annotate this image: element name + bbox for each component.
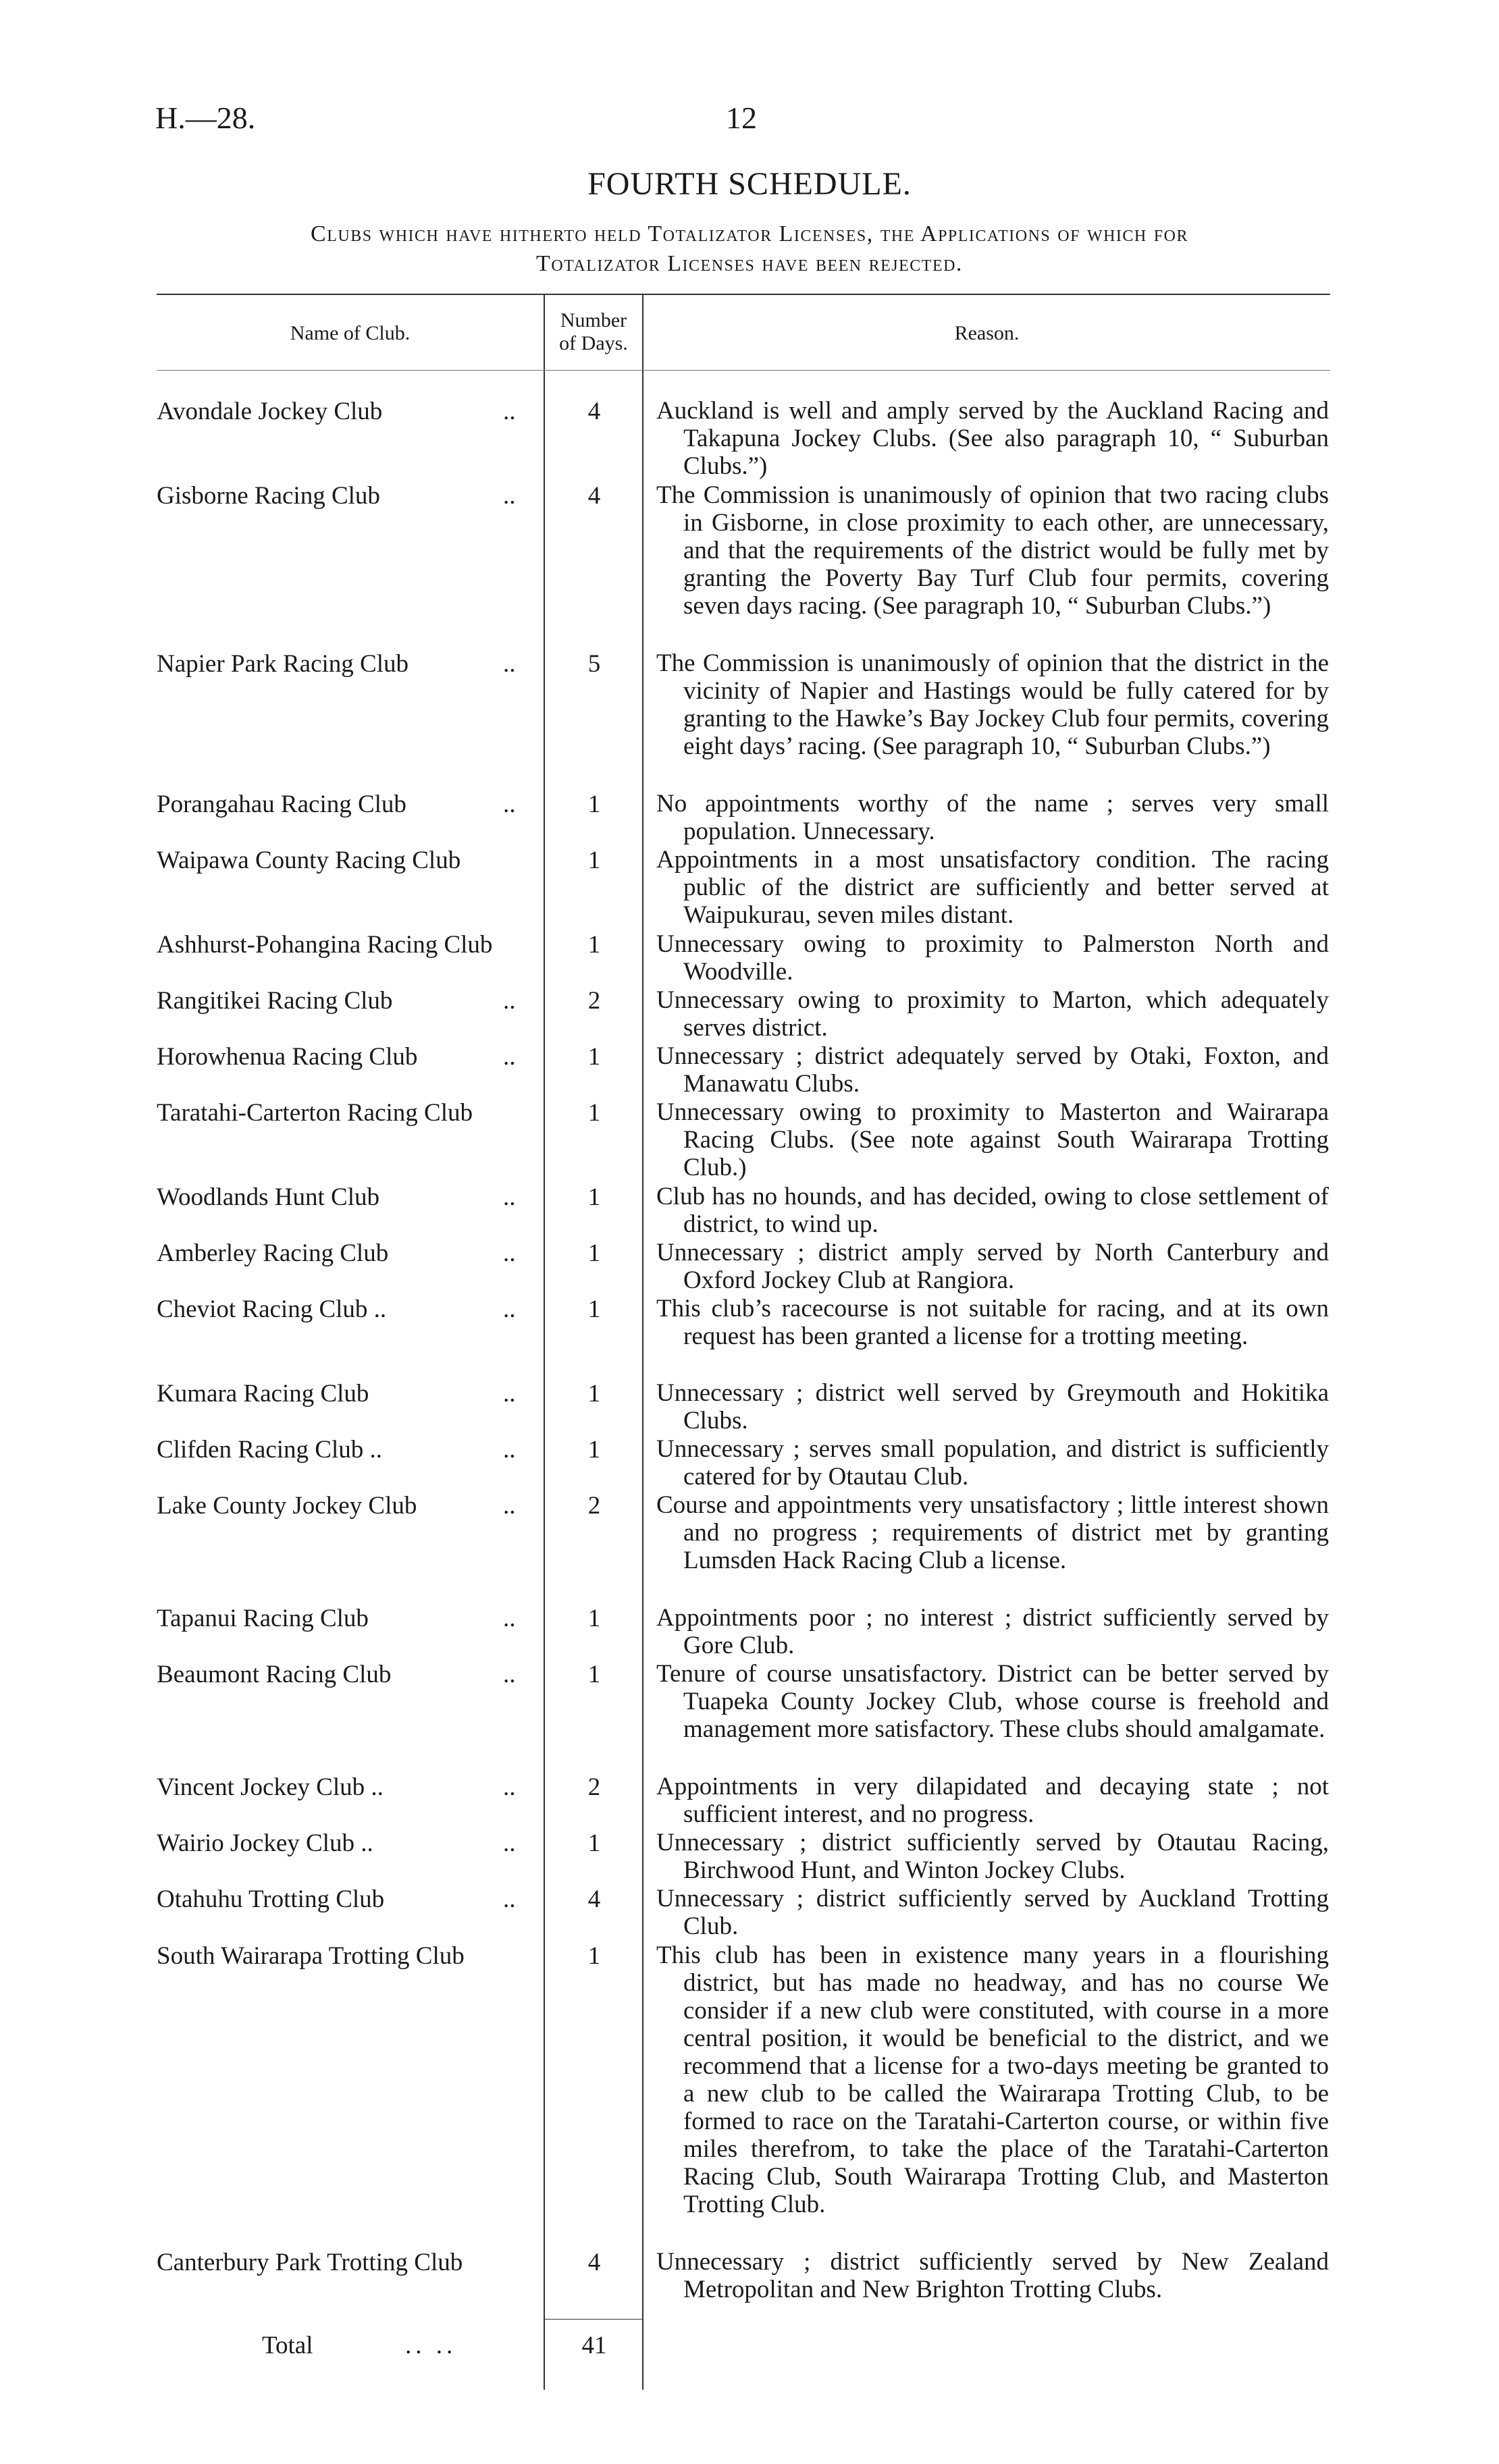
column-header-reason: Reason. [954,322,1020,344]
reason-text: Unnecessary ; district amply served by North Canterbury and Oxford Jockey Club at Rangiora. [656,1239,1329,1294]
subtitle-line-1: Clubs which have hitherto held Totalizator Licenses, the Applications of which for [311,221,1188,246]
number-of-days: 2 [587,987,601,1015]
schedule-subtitle [176,219,1323,279]
club-name: Horowhenua Racing Club [157,1043,418,1071]
reason-text: The Commission is unanimously of opinion that two racing clubs in Gisborne, in close proximity to each other, are unnecessary, and that the requirements of the district would be fully met by granting the Poverty Bay Turf Club four permits, covering seven days racing. (See paragraph 10, “ Suburban Clubs.”) [656,481,1329,620]
column-header-name: Name of Club. [290,322,411,344]
leader-dots: .. [503,1239,516,1267]
number-of-days: 1 [587,1942,601,1970]
number-of-days: 1 [587,1605,601,1632]
leader-dots: .. [503,987,516,1015]
total-leader-dots: .. .. [405,2332,457,2359]
club-name: Clifden Racing Club .. [157,1436,382,1464]
schedule-title: FOURTH SCHEDULE. [587,166,912,202]
reason-text: Unnecessary ; district adequately served by Otaki, Foxton, and Manawatu Clubs. [656,1042,1329,1098]
number-of-days: 1 [587,1436,601,1464]
club-name: South Wairarapa Trotting Club [157,1942,465,1970]
club-name: Avondale Jockey Club [157,398,383,425]
page-reference: H.—28. [155,101,256,135]
number-of-days: 1 [587,1239,601,1267]
leader-dots: .. [503,482,516,510]
header-bottom-rule [157,370,1330,371]
total-label: Total [262,2332,313,2359]
leader-dots: .. [503,1295,516,1323]
leader-dots: .. [503,1380,516,1408]
leader-dots: .. [503,1829,516,1857]
reason-text: Appointments poor ; no interest ; district sufficiently served by Gore Club. [656,1604,1329,1659]
reason-text: Unnecessary owing to proximity to Masterton and Wairarapa Racing Clubs. (See note against South Wairarapa Trotting Club.) [656,1098,1329,1181]
reason-text: This club has been in existence many years in a flourishing district, but has made no headway, and has no course We consider if a new club were constituted, with course in a more central position, it would be beneficial to the district, and we recommend that a license for a two-days meeting be granted to a new club to be called the Wairarapa Trotting Club, to be formed to race on the Taratahi-Carterton course, or within five miles therefrom, to take the place of the Taratahi-Carterton Racing Club, South Wairarapa Trotting Club, and Masterton Trotting Club. [656,1941,1329,2218]
number-of-days: 2 [587,1492,601,1520]
club-name: Otahuhu Trotting Club [157,1885,385,1913]
number-of-days: 4 [587,2249,601,2276]
total-value: 41 [581,2332,607,2359]
reason-text: Club has no hounds, and has decided, owing to close settlement of district, to wind up. [656,1183,1329,1238]
leader-dots: .. [503,1436,516,1464]
reason-text: Unnecessary ; serves small population, and district is sufficiently catered for by Otautau Club. [656,1435,1329,1491]
leader-dots: .. [503,1773,516,1801]
page-number: 12 [726,101,757,135]
reason-text: Unnecessary owing to proximity to Marton, which adequately serves district. [656,986,1329,1042]
club-name: Tapanui Racing Club [157,1605,369,1632]
leader-dots: .. [503,1043,516,1071]
club-name: Porangahau Racing Club [157,791,406,818]
reason-text: Tenure of course unsatisfactory. District can be better served by Tuapeka County Jockey Club, whose course is freehold and management more satisfactory. These clubs should amalgamate. [656,1660,1329,1743]
club-name: Beaumont Racing Club [157,1661,392,1688]
column-header-days-line-1: Number [560,309,627,331]
reason-text: Unnecessary owing to proximity to Palmerston North and Woodville. [656,930,1329,986]
number-of-days: 1 [587,931,601,959]
leader-dots: .. [503,1605,516,1632]
number-of-days: 1 [587,847,601,874]
total-rule [544,2319,643,2320]
number-of-days: 1 [587,1183,601,1211]
subtitle-line-2: Totalizator Licenses have been rejected. [536,251,963,276]
reason-text: Appointments in a most unsatisfactory condition. The racing public of the district are sufficiently and better served at Waipukurau, seven miles distant. [656,846,1329,929]
reason-text: No appointments worthy of the name ; serves very small population. Unnecessary. [656,790,1329,845]
leader-dots: .. [503,791,516,818]
club-name: Rangitikei Racing Club [157,987,393,1015]
reason-text: The Commission is unanimously of opinion that the district in the vicinity of Napier and Hastings would be fully catered for by granting to the Hawke’s Bay Jockey Club four permits, covering eight days’ racing. (See paragraph 10, “ Suburban Clubs.”) [656,649,1329,760]
club-name: Waipawa County Racing Club [157,847,461,874]
number-of-days: 4 [587,1885,601,1913]
club-name: Lake County Jockey Club [157,1492,417,1520]
reason-text: Unnecessary ; district sufficiently served by Auckland Trotting Club. [656,1885,1329,1940]
number-of-days: 1 [587,1043,601,1071]
club-name: Canterbury Park Trotting Club [157,2249,463,2276]
club-name: Napier Park Racing Club [157,650,409,678]
number-of-days: 2 [587,1773,601,1801]
column-header-days-line-2: of Days. [559,332,628,354]
table-top-rule [157,294,1330,295]
number-of-days: 4 [587,398,601,425]
leader-dots: .. [503,1183,516,1211]
club-name: Woodlands Hunt Club [157,1183,380,1211]
reason-text: Unnecessary ; district sufficiently served by Otautau Racing, Birchwood Hunt, and Winton Jockey Clubs. [656,1829,1329,1884]
club-name: Kumara Racing Club [157,1380,369,1408]
number-of-days: 1 [587,791,601,818]
reason-text: Unnecessary ; district well served by Greymouth and Hokitika Clubs. [656,1379,1329,1435]
reason-text: Unnecessary ; district sufficiently served by New Zealand Metropolitan and New Brighton Trotting Clubs. [656,2248,1329,2303]
column-header-days [545,309,642,355]
club-name: Gisborne Racing Club [157,482,380,510]
club-name: Amberley Racing Club [157,1239,389,1267]
number-of-days: 1 [587,1380,601,1408]
number-of-days: 4 [587,482,601,510]
number-of-days: 1 [587,1829,601,1857]
club-name: Ashhurst-Pohangina Racing Club [157,931,493,959]
column-divider-right [642,371,643,2390]
reason-text: Appointments in very dilapidated and decaying state ; not sufficient interest, and no progress. [656,1773,1329,1828]
club-name: Taratahi-Carterton Racing Club [157,1099,473,1127]
number-of-days: 1 [587,1099,601,1127]
leader-dots: .. [503,1661,516,1688]
leader-dots: .. [503,1885,516,1913]
number-of-days: 1 [587,1661,601,1688]
number-of-days: 1 [587,1295,601,1323]
leader-dots: .. [503,398,516,425]
club-name: Cheviot Racing Club .. [157,1295,387,1323]
club-name: Vincent Jockey Club .. [157,1773,384,1801]
club-name: Wairio Jockey Club .. [157,1829,373,1857]
reason-text: Auckland is well and amply served by the Auckland Racing and Takapuna Jockey Clubs. (See also paragraph 10, “ Suburban Clubs.”) [656,397,1329,480]
column-divider-left [544,371,545,2390]
leader-dots: .. [503,650,516,678]
reason-text: This club’s racecourse is not suitable for racing, and at its own request has been granted a license for a trotting meeting. [656,1295,1329,1350]
reason-text: Course and appointments very unsatisfactory ; little interest shown and no progress ; requirements of district met by granting Lumsden Hack Racing Club a license. [656,1491,1329,1574]
number-of-days: 5 [587,650,601,678]
leader-dots: .. [503,1492,516,1520]
